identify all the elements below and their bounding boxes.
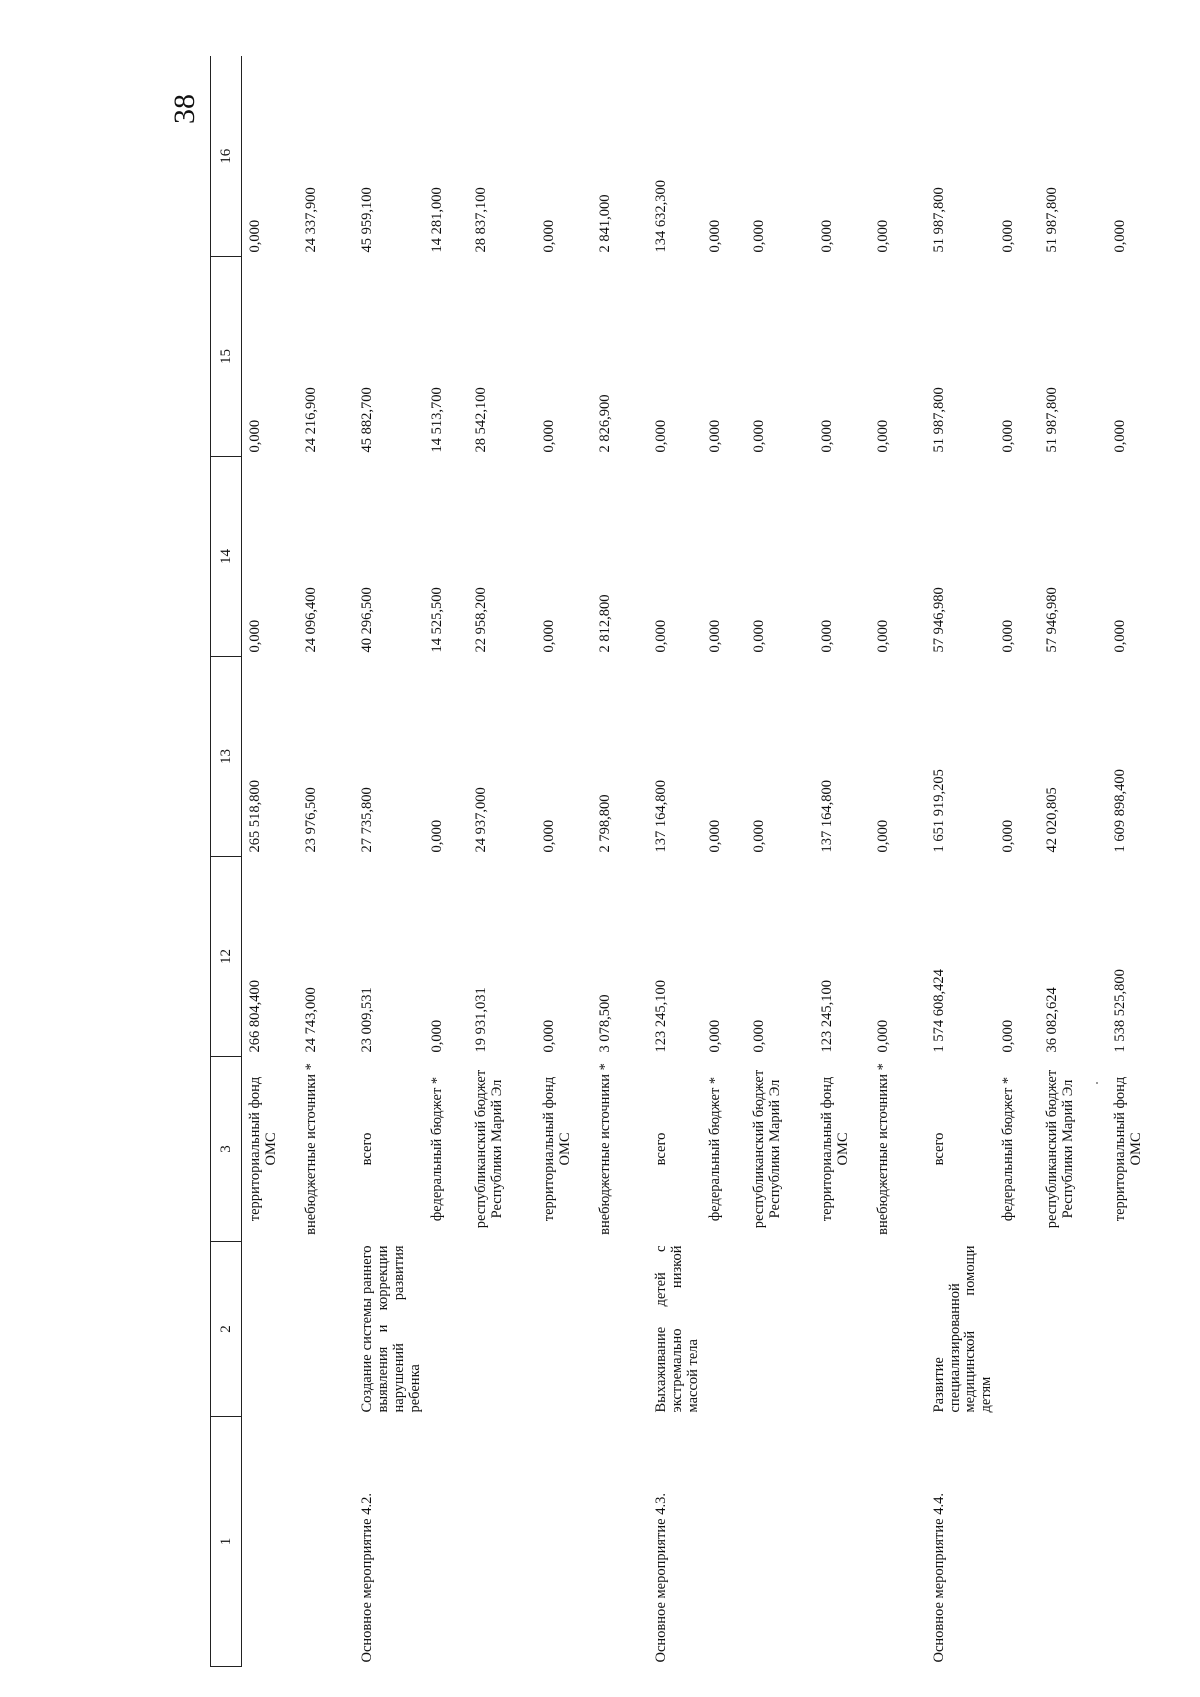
measure-description (298, 1242, 354, 1417)
column-header-13: 13 (211, 657, 242, 857)
measure-label (1039, 1417, 1107, 1667)
amount-cell: 0,000 (1112, 219, 1129, 253)
measure-description (1107, 1242, 1163, 1417)
column-header-14: 14 (211, 457, 242, 657)
amount-cell: 42 020,805 (1044, 787, 1061, 853)
amount-cell: 123 245,100 (818, 980, 835, 1053)
amount-cell: 0,000 (874, 219, 891, 253)
measure-label (870, 1417, 926, 1667)
measure-label (702, 1417, 746, 1667)
column-header-12: 12 (211, 857, 242, 1057)
amount-cell: 0,000 (818, 619, 835, 653)
amount-cell: 0,000 (750, 619, 767, 653)
funding-source: территориальный фонд ОМС (1112, 1076, 1145, 1222)
table-body (242, 57, 1164, 1667)
measure-label (592, 1417, 648, 1667)
amount-cell: 0,000 (818, 219, 835, 253)
funding-source: республиканский бюджет Республики Марий Эл (472, 1069, 505, 1229)
amount-cell: 0,000 (750, 1019, 767, 1053)
measure-label (536, 1417, 592, 1667)
measure-description: Выхаживание детей с экстремально низкой массой тела (652, 1245, 701, 1413)
measure-label (298, 1417, 354, 1667)
measure-description (424, 1242, 468, 1417)
amount-cell: 24 337,900 (303, 187, 319, 253)
amount-cell: 1 651 919,205 (930, 769, 947, 853)
table-row (354, 57, 424, 1667)
scan-speck (1096, 1082, 1098, 1084)
table-header-row (211, 57, 242, 1667)
amount-cell: 28 837,100 (472, 187, 489, 253)
funding-source: внебюджетные источники * (303, 1063, 319, 1235)
amount-cell: 266 804,400 (247, 980, 263, 1053)
amount-cell: 0,000 (874, 819, 891, 853)
funding-source: республиканский бюджет Республики Марий Эл (1044, 1069, 1077, 1229)
column-header-1: 1 (211, 1417, 242, 1667)
amount-cell: 0,000 (874, 419, 891, 453)
measure-label (424, 1417, 468, 1667)
amount-cell: 14 513,700 (428, 387, 445, 453)
amount-cell: 0,000 (706, 219, 723, 253)
table-row (1107, 57, 1163, 1667)
measure-label (995, 1417, 1039, 1667)
amount-cell: 36 082,624 (1044, 987, 1061, 1053)
amount-cell: 45 882,700 (359, 387, 375, 453)
amount-cell: 2 826,900 (596, 394, 613, 453)
amount-cell: 0,000 (1000, 1019, 1017, 1053)
amount-cell: 0,000 (247, 219, 263, 253)
table-row (536, 57, 592, 1667)
column-header-3: 3 (211, 1057, 242, 1242)
amount-cell: 0,000 (652, 619, 669, 653)
table-row (298, 57, 354, 1667)
amount-cell: 14 281,000 (428, 187, 445, 253)
amount-cell: 51 987,800 (930, 187, 947, 253)
amount-cell: 0,000 (706, 819, 723, 853)
amount-cell: 1 609 898,400 (1112, 769, 1129, 853)
amount-cell: 2 812,800 (596, 594, 613, 653)
amount-cell: 2 798,800 (596, 794, 613, 853)
amount-cell: 0,000 (428, 1019, 445, 1053)
amount-cell: 24 937,000 (472, 787, 489, 853)
measure-label (746, 1417, 814, 1667)
measure-label (242, 1417, 299, 1667)
amount-cell: 27 735,800 (359, 787, 375, 853)
amount-cell: 0,000 (540, 1019, 557, 1053)
funding-source: всего (930, 1132, 947, 1166)
funding-source: федеральный бюджет * (706, 1076, 723, 1222)
amount-cell: 137 164,800 (818, 780, 835, 853)
amount-cell: 24 743,000 (303, 987, 319, 1053)
amount-cell: 3 078,500 (596, 994, 613, 1053)
funding-source: территориальный фонд ОМС (540, 1076, 573, 1222)
amount-cell: 19 931,031 (472, 987, 489, 1053)
table-row (592, 57, 648, 1667)
amount-cell: 45 959,100 (359, 187, 375, 253)
measure-description (870, 1242, 926, 1417)
funding-source: территориальный фонд ОМС (247, 1076, 279, 1222)
amount-cell: 22 958,200 (472, 587, 489, 653)
amount-cell: 0,000 (750, 819, 767, 853)
table-row (926, 57, 996, 1667)
amount-cell: 23 009,531 (359, 987, 375, 1053)
amount-cell: 0,000 (652, 419, 669, 453)
measure-description (242, 1242, 299, 1417)
amount-cell: 51 987,800 (1044, 387, 1061, 453)
measure-description (814, 1242, 870, 1417)
amount-cell: 0,000 (750, 419, 767, 453)
measure-label (1107, 1417, 1163, 1667)
table-row (468, 57, 536, 1667)
amount-cell: 0,000 (428, 819, 445, 853)
amount-cell: 51 987,800 (930, 387, 947, 453)
amount-cell: 23 976,500 (303, 787, 319, 853)
amount-cell: 57 946,980 (1044, 587, 1061, 653)
amount-cell: 0,000 (540, 619, 557, 653)
amount-cell: 0,000 (1000, 219, 1017, 253)
amount-cell: 0,000 (247, 419, 263, 453)
amount-cell: 0,000 (1000, 419, 1017, 453)
table-row (870, 57, 926, 1667)
funding-source: всего (652, 1132, 669, 1166)
amount-cell: 28 542,100 (472, 387, 489, 453)
amount-cell: 51 987,800 (1044, 187, 1061, 253)
table-row (424, 57, 468, 1667)
funding-source: всего (359, 1132, 375, 1166)
funding-source: территориальный фонд ОМС (818, 1076, 851, 1222)
amount-cell: 0,000 (706, 419, 723, 453)
amount-cell: 0,000 (706, 619, 723, 653)
column-header-2: 2 (211, 1242, 242, 1417)
table-row (648, 57, 702, 1667)
amount-cell: 0,000 (247, 619, 263, 653)
funding-source: внебюджетные источники * (596, 1063, 613, 1235)
funding-source: внебюджетные источники * (874, 1063, 891, 1235)
table-row (995, 57, 1039, 1667)
measure-description (1039, 1242, 1107, 1417)
amount-cell: 137 164,800 (652, 780, 669, 853)
amount-cell: 14 525,500 (428, 587, 445, 653)
amount-cell: 1 574 608,424 (930, 969, 947, 1053)
amount-cell: 24 216,900 (303, 387, 319, 453)
amount-cell: 40 296,500 (359, 587, 375, 653)
page-number: 38 (168, 94, 201, 124)
measure-description (702, 1242, 746, 1417)
funding-source: федеральный бюджет * (428, 1076, 445, 1222)
measure-label: Основное мероприятие 4.3. (652, 1493, 669, 1663)
amount-cell: 265 518,800 (247, 780, 263, 853)
amount-cell: 0,000 (874, 619, 891, 653)
measure-description (746, 1242, 814, 1417)
measure-label: Основное мероприятие 4.4. (930, 1493, 947, 1663)
column-header-15: 15 (211, 257, 242, 457)
amount-cell: 0,000 (1112, 419, 1129, 453)
measure-label (814, 1417, 870, 1667)
measure-description (536, 1242, 592, 1417)
amount-cell: 1 538 525,800 (1112, 969, 1129, 1053)
table-row (1039, 57, 1107, 1667)
table-row (702, 57, 746, 1667)
amount-cell: 0,000 (1112, 619, 1129, 653)
measure-label: Основное мероприятие 4.2. (359, 1493, 375, 1663)
measure-description (592, 1242, 648, 1417)
measure-description: Создание системы раннего выявления и коррекции нарушений развития ребенка (359, 1245, 423, 1413)
amount-cell: 24 096,400 (303, 587, 319, 653)
amount-cell: 123 245,100 (652, 980, 669, 1053)
measure-description (468, 1242, 536, 1417)
measure-description: Развитие специализированной медицинской помощи детям (930, 1245, 995, 1413)
table-row (814, 57, 870, 1667)
amount-cell: 0,000 (818, 419, 835, 453)
measure-description (995, 1242, 1039, 1417)
funding-source: федеральный бюджет * (1000, 1076, 1017, 1222)
amount-cell: 134 632,300 (652, 180, 669, 253)
amount-cell: 0,000 (540, 819, 557, 853)
amount-cell: 57 946,980 (930, 587, 947, 653)
amount-cell: 0,000 (706, 1019, 723, 1053)
column-header-16: 16 (211, 57, 242, 257)
amount-cell: 2 841,000 (596, 194, 613, 253)
amount-cell: 0,000 (540, 219, 557, 253)
amount-cell: 0,000 (1000, 619, 1017, 653)
amount-cell: 0,000 (750, 219, 767, 253)
budget-table (210, 57, 1163, 1668)
table-row (746, 57, 814, 1667)
amount-cell: 0,000 (1000, 819, 1017, 853)
measure-label (468, 1417, 536, 1667)
amount-cell: 0,000 (874, 1019, 891, 1053)
amount-cell: 0,000 (540, 419, 557, 453)
table-row (242, 57, 299, 1667)
funding-source: республиканский бюджет Республики Марий Эл (750, 1069, 783, 1229)
